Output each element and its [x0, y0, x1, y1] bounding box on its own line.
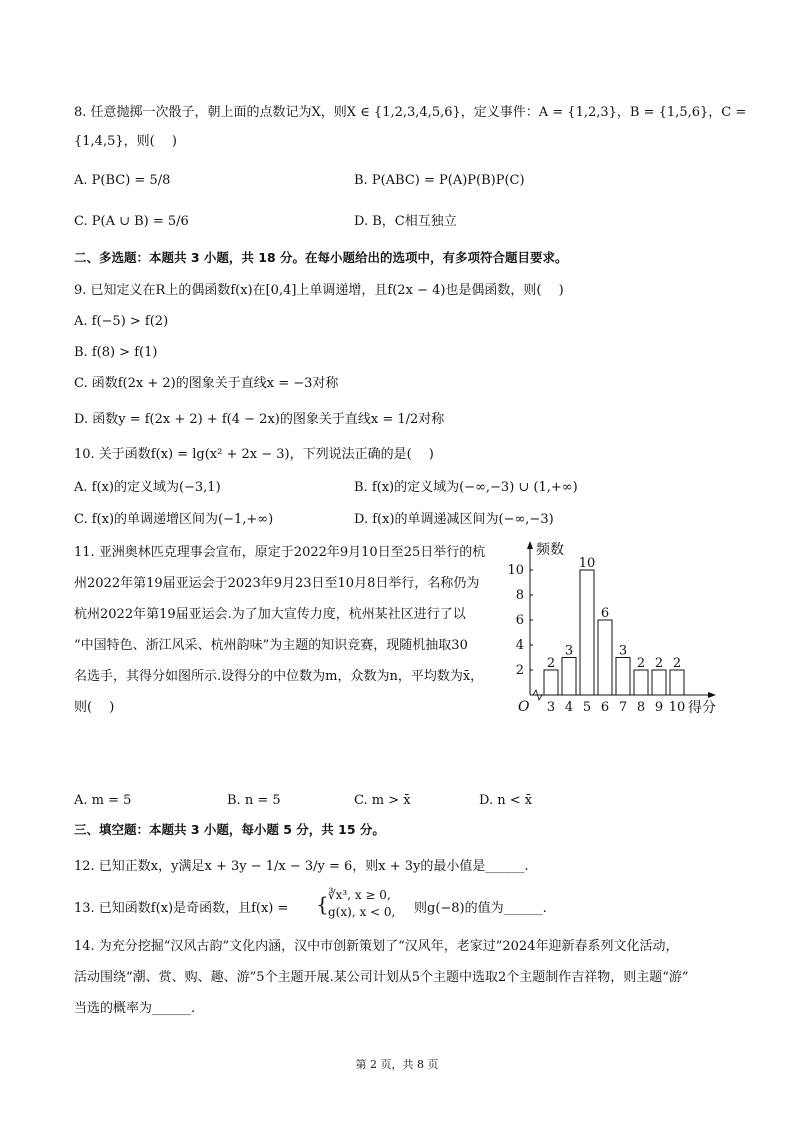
x-tick-label: 3 [546, 700, 556, 715]
q12-stem: 12. 已知正数x，y满足x + 3y − 1/x − 3/y = 6，则x + 3y的最小值是______. [74, 859, 529, 874]
bar-value-label: 10 [578, 556, 596, 571]
q8-option-b: B. P(ABC) = P(A)P(B)P(C) [354, 173, 525, 188]
bar-value-label: 6 [600, 606, 610, 621]
q9-stem: 9. 已知定义在R上的偶函数f(x)在[0,4]上单调递增，且f(2x − 4)也是偶函数，则( ) [74, 283, 564, 298]
q11-line2: 州2022年第19届亚运会于2023年9月23日至10月8日举行，名称仍为 [74, 576, 480, 591]
q10-stem: 10. 关于函数f(x) = lg(x² + 2x − 3)，下列说法正确的是( ) [74, 447, 434, 462]
histogram-bar [580, 570, 594, 695]
x-tick-label: 7 [618, 700, 628, 715]
q11-line6: 则( ) [74, 700, 115, 715]
q9-option-b: B. f(8) > f(1) [74, 345, 158, 360]
q8-option-c: C. P(A ∪ B) = 5/6 [74, 214, 189, 229]
q10-option-c: C. f(x)的单调递增区间为(−1,+∞) [74, 512, 274, 527]
histogram-bar [544, 670, 558, 695]
q13-stem-prefix: 13. 已知函数f(x)是奇函数，且f(x) = [74, 901, 289, 916]
bar-value-label: 2 [672, 656, 682, 671]
histogram-bar [652, 670, 666, 695]
q9-option-a: A. f(−5) > f(2) [74, 314, 169, 329]
q10-option-d: D. f(x)的单调递减区间为(−∞,−3) [354, 512, 554, 527]
y-axis-label: 频数 [536, 542, 564, 558]
histogram-bar [616, 658, 630, 696]
bar-value-label: 2 [636, 656, 646, 671]
x-tick-label: 8 [636, 700, 646, 715]
bar-value-label: 3 [618, 643, 628, 659]
q8-stem-line1: 8. 任意抛掷一次骰子，朝上面的点数记为X，则X ∈ {1,2,3,4,5,6}，定义事件：A = {1,2,3}，B = {1,5,6}，C = [74, 105, 747, 120]
histogram-bar [634, 670, 648, 695]
frequency-histogram [500, 535, 730, 720]
bar-value-label: 3 [564, 643, 574, 659]
q13-case1: ∛x³, x ≥ 0, [328, 888, 391, 902]
bar-value-label: 2 [546, 656, 556, 671]
q11-line4: “中国特色、浙江风采、杭州韵味”为主题的知识竞赛，现随机抽取30 [74, 638, 468, 653]
q13-case2: g(x), x < 0, [328, 905, 396, 919]
q14-line3: 当选的概率为______. [74, 1001, 196, 1016]
x-tick-label: 10 [668, 700, 686, 715]
q14-line1: 14. 为充分挖掘“汉风古韵”文化内涵，汉中市创新策划了“汉风年，老家过”2024年迎新春系列文化活动， [74, 939, 679, 954]
q11-option-c: C. m > x̄ [354, 793, 411, 808]
y-tick-label: 8 [515, 588, 524, 603]
q11-line5: 名选手，其得分如图所示.设得分的中位数为m，众数为n，平均数为x̄， [74, 669, 484, 684]
q10-option-b: B. f(x)的定义域为(−∞,−3) ∪ (1,+∞) [354, 480, 578, 495]
q11-line1: 11. 亚洲奥林匹克理事会宣布，原定于2022年9月10日至25日举行的杭 [74, 545, 486, 560]
q14-line2: 活动围绕“潮、赏、购、趣、游”5个主题开展.某公司计划从5个主题中选取2个主题制作吉祥物，则主题“游” [74, 970, 689, 985]
y-tick-label: 2 [515, 663, 524, 678]
x-tick-label: 6 [600, 700, 610, 715]
x-tick-label: 5 [582, 700, 592, 715]
q8-stem-line2: {1,4,5}，则( ) [74, 134, 177, 149]
section2-heading: 二、多选题：本题共 3 小题，共 18 分。在每小题给出的选项中，有多项符合题目要求。 [74, 250, 568, 265]
q11-line3: 杭州2022年第19届亚运会.为了加大宣传力度，杭州某社区进行了以 [74, 607, 466, 622]
histogram-bar [670, 670, 684, 695]
bar-value-label: 2 [654, 656, 664, 671]
origin-label: O [518, 699, 530, 715]
q9-option-d: D. 函数y = f(2x + 2) + f(4 − 2x)的图象关于直线x = 1/2对称 [74, 412, 445, 427]
q10-option-a: A. f(x)的定义域为(−3,1) [74, 480, 221, 495]
q11-option-a: A. m = 5 [74, 793, 132, 808]
x-tick-label: 4 [564, 700, 574, 715]
q11-option-b: B. n = 5 [227, 793, 281, 808]
y-tick-label: 10 [507, 563, 524, 578]
y-tick-label: 6 [515, 613, 524, 628]
q13-brace: { [316, 892, 329, 916]
histogram-bar [598, 620, 612, 695]
q8-option-d: D. B，C相互独立 [354, 214, 457, 229]
x-axis-label: 得分 [688, 700, 716, 716]
histogram-bar [562, 658, 576, 696]
y-tick-label: 4 [515, 638, 524, 653]
section3-heading: 三、填空题：本题共 3 小题，每小题 5 分，共 15 分。 [74, 822, 385, 837]
page-footer: 第 2 页，共 8 页 [355, 1058, 439, 1071]
q13-stem-suffix: 则g(−8)的值为______. [414, 901, 547, 916]
x-axis-arrow [708, 692, 716, 698]
x-tick-label: 9 [654, 700, 664, 715]
y-axis-arrow [527, 541, 533, 549]
q8-option-a: A. P(BC) = 5/8 [74, 173, 171, 188]
q9-option-c: C. 函数f(2x + 2)的图象关于直线x = −3对称 [74, 376, 339, 391]
q11-option-d: D. n < x̄ [479, 793, 533, 808]
